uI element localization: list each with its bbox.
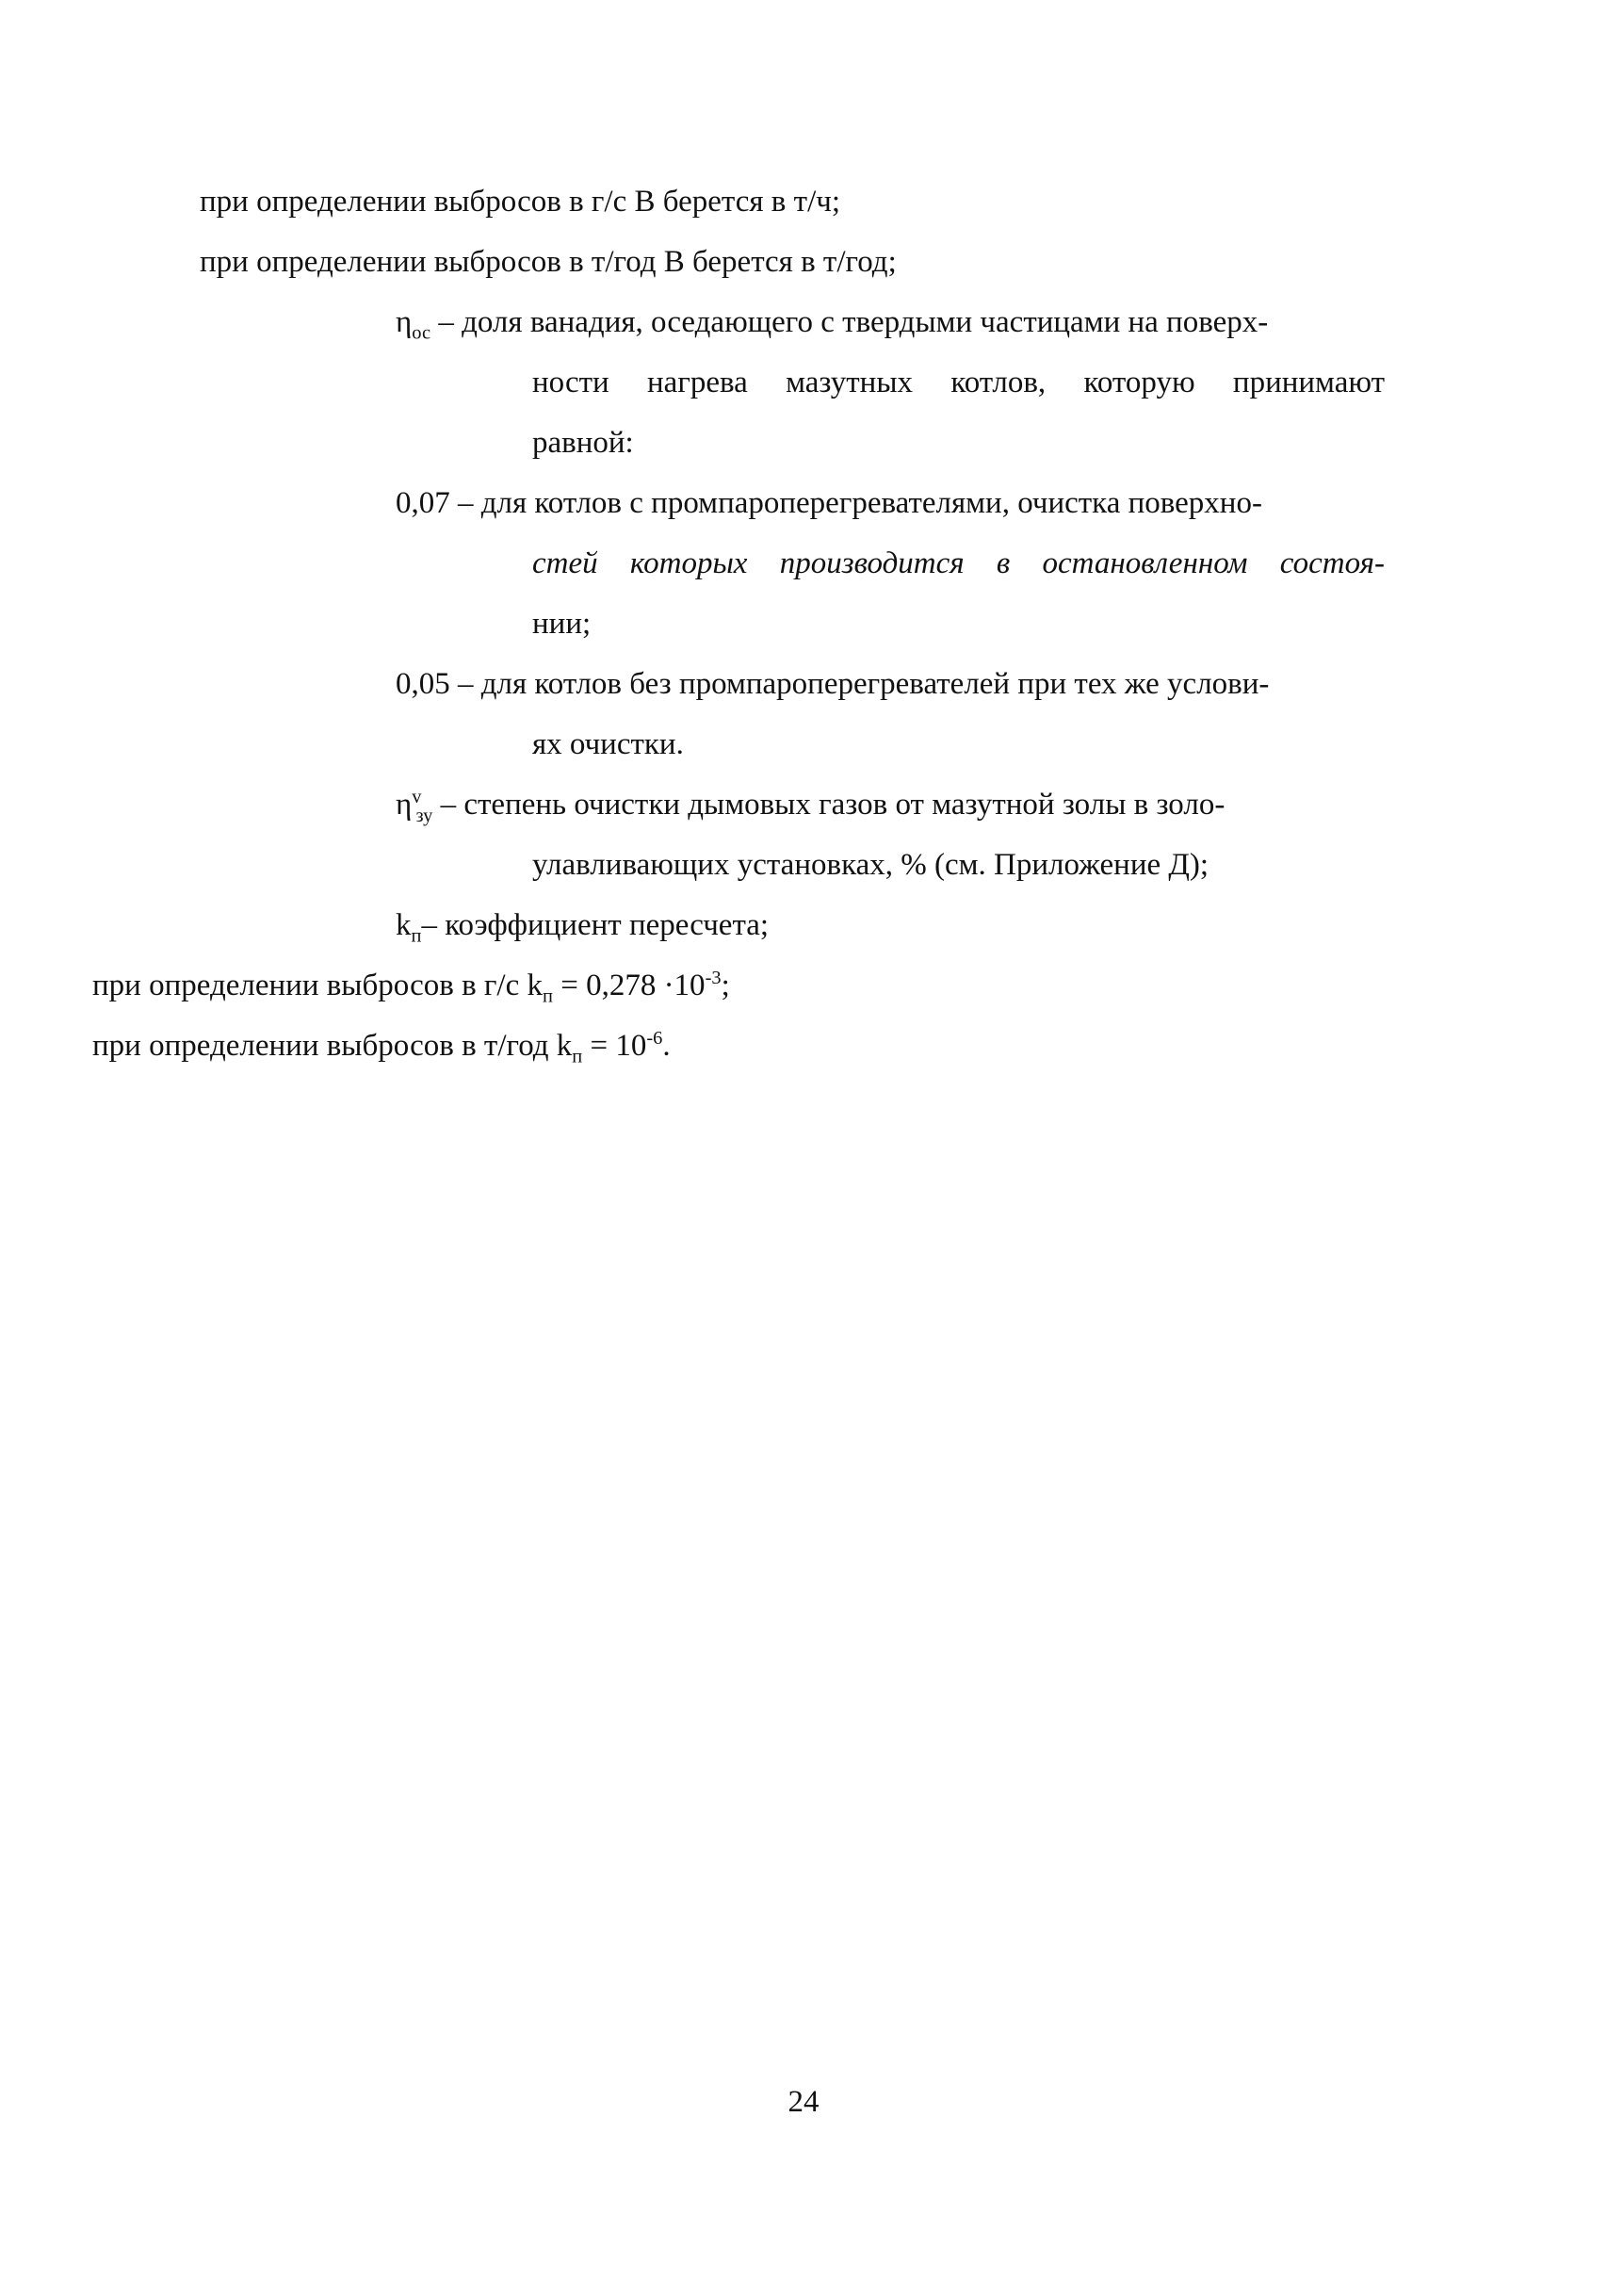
- value-005-line2: ях очистки.: [532, 727, 684, 761]
- eta-symbol: η: [396, 788, 413, 822]
- kn-definition: [396, 908, 770, 947]
- line-b-gs: при определении выбросов в г/с В берется в т/ч;: [200, 185, 840, 219]
- eta-oc-definition: [396, 305, 1269, 344]
- kn-symbol: k: [396, 908, 412, 942]
- kn-gs-subscript: п: [543, 985, 553, 1007]
- value-007-line2: стей которых производится в остановленном состоя-: [532, 546, 1385, 580]
- kn-tyear-subscript: п: [572, 1046, 583, 1067]
- kn-subscript: п: [411, 925, 422, 947]
- line-b-tyear: при определении выбросов в т/год В берется в т/год;: [200, 245, 897, 279]
- eta-zu-subscript: зу: [415, 805, 433, 826]
- kn-text: – коэффициент пересчета;: [421, 908, 770, 942]
- kn-tyear-prefix: при определении выбросов в т/год k: [92, 1029, 573, 1063]
- kn-tyear-formula: [92, 1028, 671, 1067]
- eta-oc-text-line1: – доля ванадия, оседающего с твердыми частицами на поверх-: [430, 305, 1269, 339]
- kn-gs-prefix: при определении выбросов в г/с k: [92, 969, 544, 1002]
- page-number: 24: [787, 2085, 820, 2119]
- kn-tyear-suffix: .: [662, 1029, 671, 1063]
- kn-gs-formula: [92, 968, 730, 1007]
- eta-oc-text-line3: равной:: [532, 426, 634, 460]
- value-007-line1: 0,07 – для котлов с промпароперегревателями, очистка поверхно-: [396, 486, 1262, 520]
- kn-gs-middle: = 0,278 ·10: [552, 969, 706, 1002]
- eta-zu-text-line1: – степень очистки дымовых газов от мазутной золы в золо-: [432, 788, 1226, 822]
- kn-gs-exponent: -3: [705, 968, 722, 988]
- kn-gs-suffix: ;: [721, 969, 730, 1002]
- eta-zu-superscript: v: [412, 787, 422, 807]
- kn-tyear-middle: = 10: [582, 1029, 647, 1063]
- eta-zu-text-line2: улавливающих установках, % (см. Приложение Д);: [532, 848, 1209, 882]
- eta-zu-definition: [396, 787, 1226, 826]
- eta-symbol: η: [396, 305, 413, 339]
- eta-oc-text-line2: ности нагрева мазутных котлов, которую принимают: [532, 366, 1385, 399]
- kn-tyear-exponent: -6: [646, 1028, 663, 1049]
- eta-oc-subscript: ос: [412, 322, 431, 344]
- value-005-line1: 0,05 – для котлов без промпароперегревателей при тех же услови-: [396, 667, 1270, 701]
- value-007-line3: нии;: [532, 607, 592, 641]
